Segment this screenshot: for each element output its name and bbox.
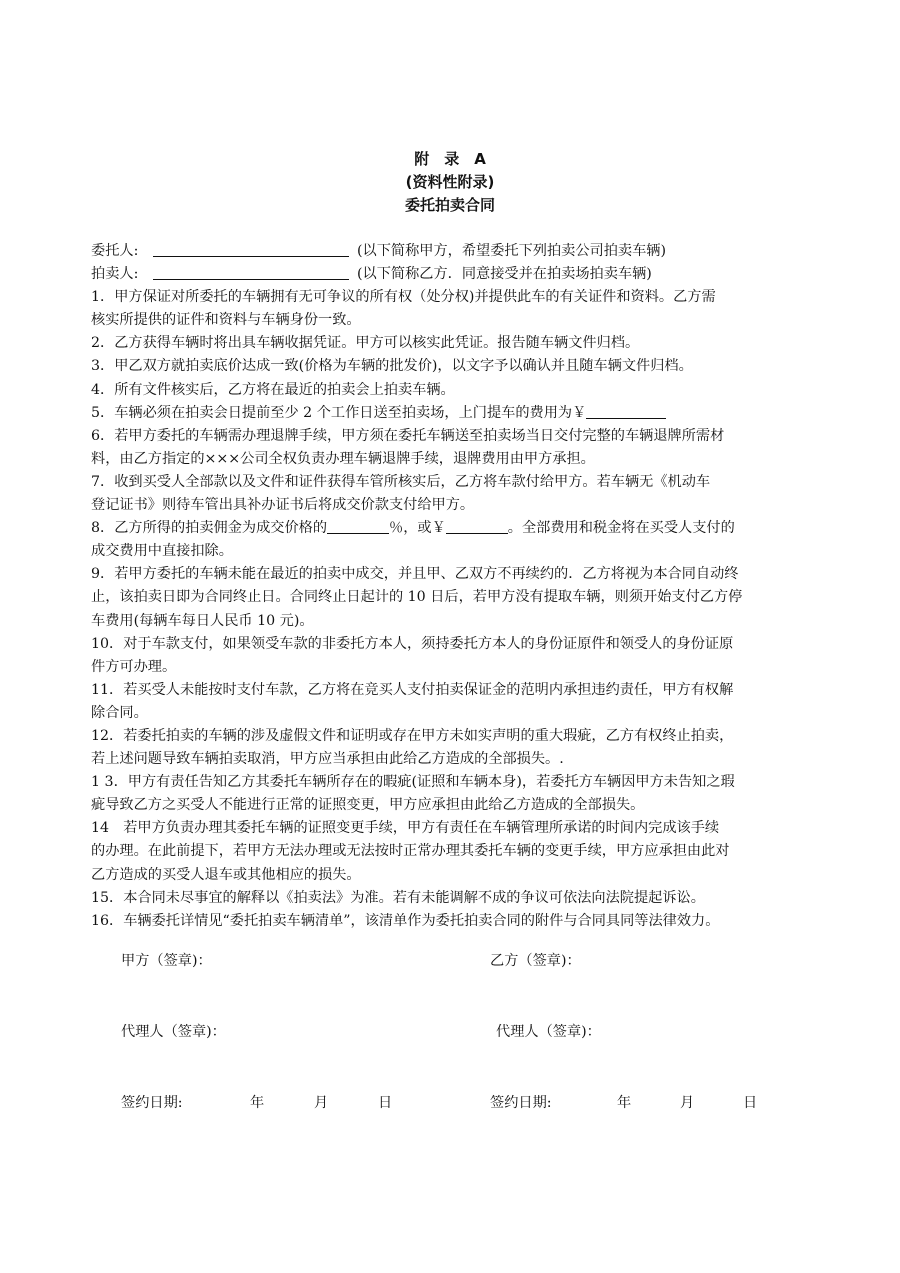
clause-9-line: 9．若甲方委托的车辆未能在最近的拍卖中成交，并且甲、乙双方不再续约的．乙方将视为本合同自动终 xyxy=(91,566,739,583)
party-label: 拍卖人: xyxy=(91,266,139,283)
clause-3: 3．甲乙双方就拍卖底价达成一致(价格为车辆的批发价)，以文字予以确认并且随车辆文件归档。 xyxy=(91,358,693,375)
clause-12-line: 12．若委托拍卖的车辆的涉及虚假文件和证明或存在甲方未如实声明的重大瑕疵，乙方有权终止拍卖， xyxy=(91,727,734,744)
clause-14-line: 的办理。在此前提下，若甲方无法办理或无法按时正常办理其委托车辆的变更手续，甲方应承担由此对 xyxy=(91,843,730,860)
clause-2: 2．乙方获得车辆时将出具车辆收据凭证。甲方可以核实此凭证。报告随车辆文件归档。 xyxy=(91,335,640,352)
clause-6-line: 6．若甲方委托的车辆需办理退牌手续，甲方须在委托车辆送至拍卖场当日交付完整的车辆退牌所需材 xyxy=(91,427,725,444)
clause-8-line: 成交费用中直接扣除。 xyxy=(91,543,233,560)
clause-14-line: 乙方造成的买受人退车或其他相应的损失。 xyxy=(91,866,361,883)
clause-8-text-c: 。全部费用和税金将在买受人支付的 xyxy=(507,520,735,537)
date-label-b: 签约日期: xyxy=(490,1095,552,1111)
clause-11-line: 除合同。 xyxy=(91,704,148,721)
date-month-b: 月 xyxy=(680,1095,695,1111)
clause-15: 15．本合同未尽事宜的解释以《拍卖法》为准。若有未能调解不成的争议可依法向法院提起诉讼。 xyxy=(91,889,705,906)
agent-a-signature: 代理人（签章)： xyxy=(121,1024,226,1040)
party-b-signature: 乙方（签章)： xyxy=(490,953,581,969)
clause-8-text-b: ％，或￥ xyxy=(389,520,446,537)
clause-12-line: 若上述问题导致车辆拍卖取消，甲方应当承担由此给乙方造成的全部损失。. xyxy=(91,751,564,768)
date-year-a: 年 xyxy=(250,1095,265,1111)
clause-10-line: 件方可办理。 xyxy=(91,658,177,675)
amount-blank[interactable] xyxy=(446,518,508,534)
fill-blank[interactable] xyxy=(153,264,349,280)
party-consignor xyxy=(91,240,811,263)
agent-b-signature: 代理人（签章)： xyxy=(496,1024,601,1040)
clause-16: 16．车辆委托详情见“委托拍卖车辆清单”，该清单作为委托拍卖合同的附件与合同具同等法律效力。 xyxy=(91,912,720,929)
clause-9-line: 车费用(每辆车每日人民币 10 元)。 xyxy=(91,612,314,629)
clause-5 xyxy=(91,402,811,425)
clause-13-line: 1 3．甲方有责任告知乙方其委托车辆所存在的暇疵(证照和车辆本身)，若委托方车辆因甲方未告知之瑕 xyxy=(91,774,735,791)
appendix-note: (资料性附录) xyxy=(405,173,495,191)
date-day-a: 日 xyxy=(378,1095,393,1111)
date-month-a: 月 xyxy=(314,1095,329,1111)
clause-6-line: 料，由乙方指定的×××公司全权负责办理车辆退牌手续，退牌费用由甲方承担。 xyxy=(91,450,595,467)
contract-body xyxy=(91,240,811,933)
fill-blank[interactable] xyxy=(153,241,349,257)
appendix-title: 附 录 A xyxy=(414,150,486,168)
clause-7-line: 7．收到买受人全部款以及文件和证件获得车管所核实后，乙方将车款付给甲方。若车辆无《机动车 xyxy=(91,473,711,490)
fee-blank[interactable] xyxy=(586,403,666,419)
clause-11-line: 11．若买受人未能按时支付车款，乙方将在竞买人支付拍卖保证金的范明内承担违约责任，甲方有权解 xyxy=(91,681,734,698)
party-auctioneer xyxy=(91,263,811,286)
clause-1-line: 核实所提供的证件和资料与车辆身份一致。 xyxy=(91,312,361,329)
contract-title: 委托拍卖合同 xyxy=(404,196,495,214)
clause-4: 4．所有文件核实后，乙方将在最近的拍卖会上拍卖车辆。 xyxy=(91,381,455,398)
party-desc: (以下简称甲方，希望委托下列拍卖公司拍卖车辆) xyxy=(357,243,667,259)
party-label: 委托人: xyxy=(91,243,139,259)
clause-14-line: 14 若甲方负责办理其委托车辆的证照变更手续，甲方有责任在车辆管理所承诺的时间内完成该手续 xyxy=(91,820,720,837)
percent-blank[interactable] xyxy=(327,518,389,534)
party-a-signature: 甲方（签章)： xyxy=(121,953,212,969)
clause-9-line: 止，该拍卖日即为合同终止日。合同终止日起计的 10 日后，若甲方没有提取车辆，则须开始支付乙方停 xyxy=(91,589,743,606)
clause-10-line: 10．对于车款支付，如果领受车款的非委托方本人，须持委托方本人的身份证原件和领受人的身份证原 xyxy=(91,635,734,652)
party-desc: (以下简称乙方．同意接受并在拍卖场拍卖车辆) xyxy=(357,266,652,283)
date-year-b: 年 xyxy=(617,1095,632,1111)
clause-5-text: 5．车辆必须在拍卖会日提前至少 2 个工作日送至拍卖场，上门提车的费用为￥ xyxy=(91,404,587,421)
clause-8-text-a: 8．乙方所得的拍卖佣金为成交价格的 xyxy=(91,520,328,537)
clause-7-line: 登记证书》则待车管出具补办证书后将成交价款支付给甲方。 xyxy=(91,497,475,514)
date-label-a: 签约日期: xyxy=(121,1095,183,1111)
date-day-b: 日 xyxy=(743,1095,758,1111)
clause-13-line: 疵导致乙方之买受人不能进行正常的证照变更，甲方应承担由此给乙方造成的全部损失。 xyxy=(91,797,645,814)
clause-1-line: 1．甲方保证对所委托的车辆拥有无可争议的所有权（处分权)并提供此车的有关证件和资料。乙方需 xyxy=(91,289,716,306)
clause-8 xyxy=(91,517,811,540)
document-header xyxy=(0,148,900,217)
